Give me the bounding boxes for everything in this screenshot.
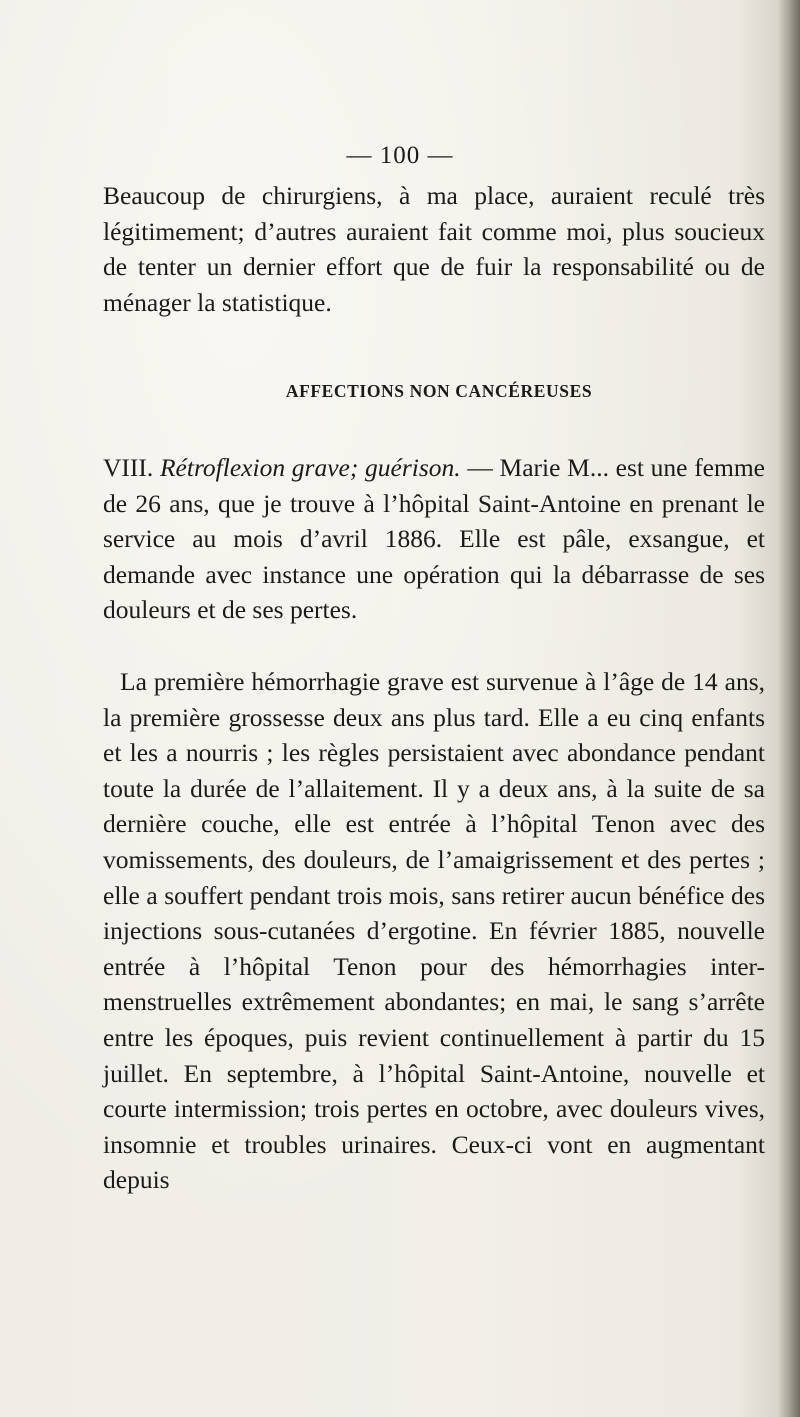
paragraph-intro: Beaucoup de chirurgiens, à ma place, auraient reculé très légitimement; d’autres auraient fait comme moi, plus soucieux de tenter un dernier effort que de fuir la responsabilité ou de ménager la statistique. <box>103 181 765 317</box>
page-spine-shadow <box>778 0 800 1417</box>
page-number: — 100 — <box>346 142 454 169</box>
case-number: VIII. <box>103 453 154 482</box>
section-heading: AFFECTIONS NON CANCÉREUSES <box>285 381 593 401</box>
case-text: — Marie M... est une femme de 26 ans, que je trouve à l’hôpital Saint-Antoine en prenant le service au mois d’avril 1886. Elle est pâle, exsangue, et demande avec instance une opération qui la débarrasse de ses douleurs et de ses pertes. <box>103 453 765 625</box>
paragraph-history: La première hémorrhagie grave est survenue à l’âge de 14 ans, la première grossesse deux ans plus tard. Elle a eu cinq enfants et les a nourris ; les règles persistaient avec abondance pendant toute la durée de l’allaitement. Il y a deux ans, à la suite de sa dernière couche, elle est entrée à l’hôpital Tenon avec des vomissements, des douleurs, de l’amaigrissement et des pertes ; elle a souffert pendant trois mois, sans retirer aucun bénéfice des injections sous-cutanées d’ergotine. En février 1885, nouvelle entrée à l’hôpital Tenon pour des hémorrhagies inter-menstruelles extrêmement abondantes; en mai, le sang s’arrête entre les époques, puis revient continuellement à partir du 15 juillet. En septembre, à l’hôpital Saint-Antoine, nouvelle et courte intermission; trois pertes en octobre, avec douleurs vives, insomnie et troubles urinaires. Ceux-ci vont en augmentant depuis <box>103 667 765 1195</box>
case-title: Rétroflexion grave; guérison. <box>159 453 461 482</box>
paragraph-case-viii <box>103 450 765 628</box>
